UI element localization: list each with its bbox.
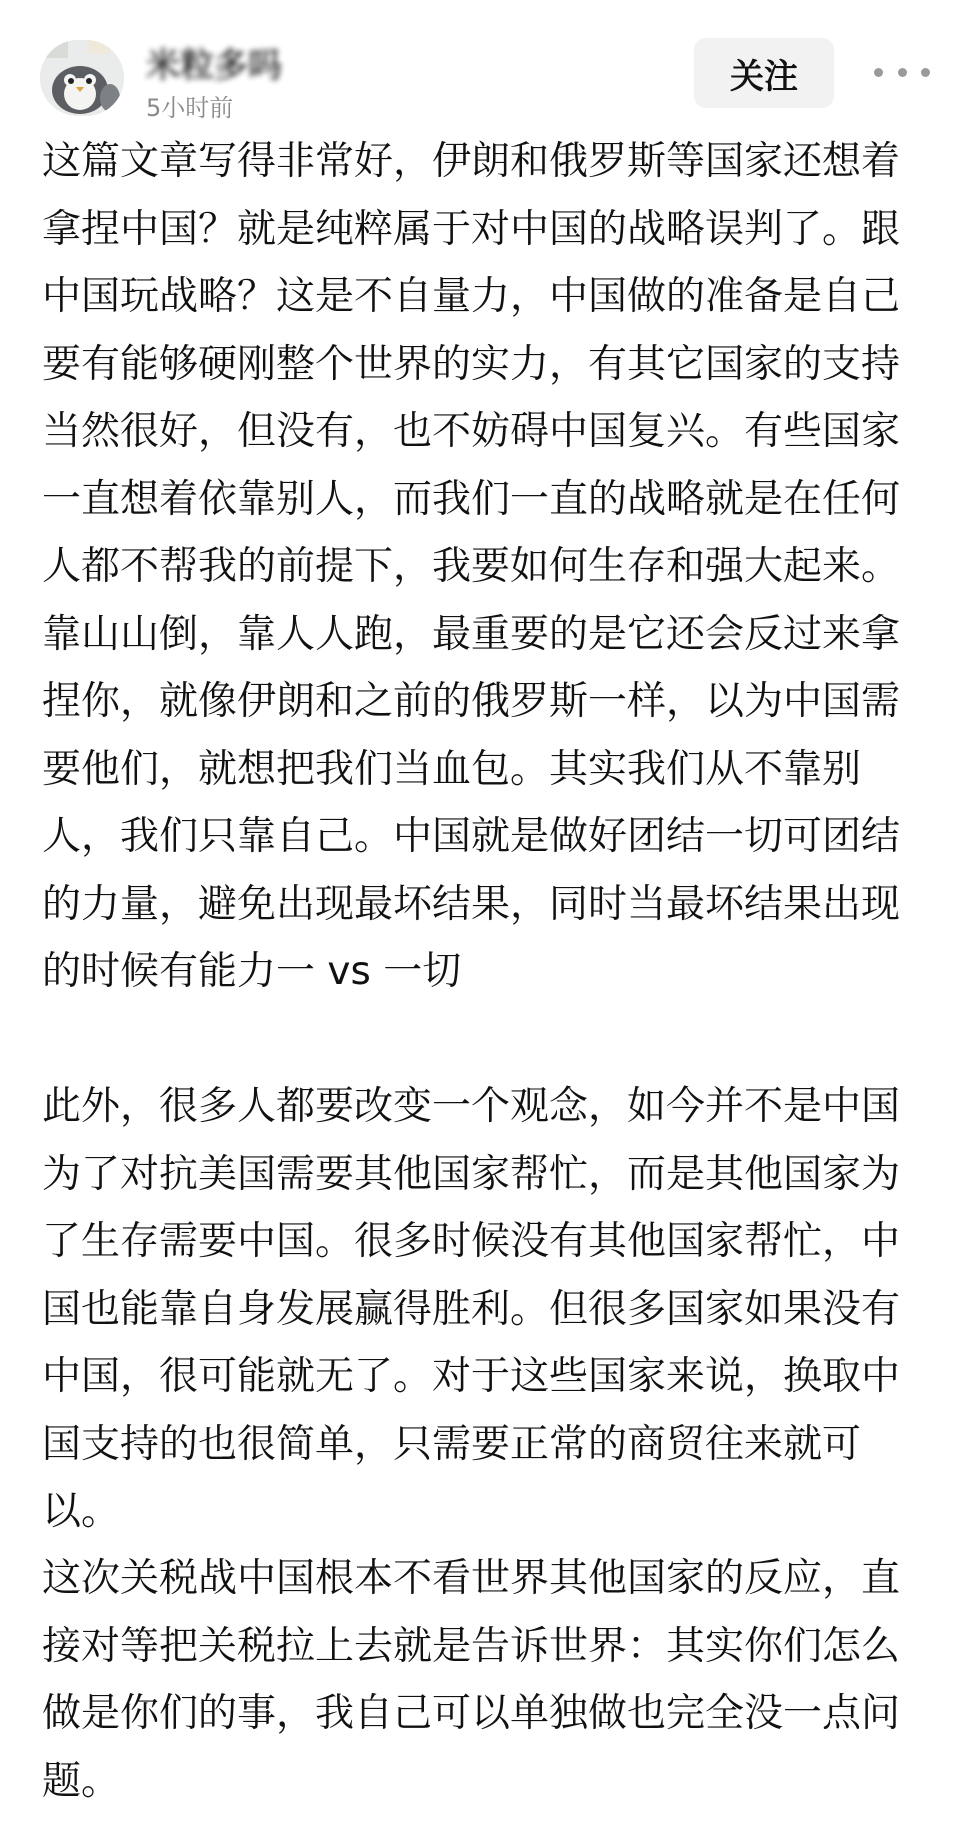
post-paragraph: 这篇文章写得非常好，伊朗和俄罗斯等国家还想着拿捏中国？就是纯粹属于对中国的战略误判了。跟中国玩战略？这是不自量力，中国做的准备是自己要有能够硬刚整个世界的实力，有其它国家的支持当然很好，但没有，也不妨碍中国复兴。有些国家一直想着依靠别人，而我们一直的战略就是在任何人都不帮我的前提下，我要如何生存和强大起来。靠山山倒，靠人人跑，最重要的是它还会反过来拿捏你，就像伊朗和之前的俄罗斯一样，以为中国需要他们，就想把我们当血包。其实我们从不靠别人，我们只靠自己。中国就是做好团结一切可团结的力量，避免出现最坏结果，同时当最坏结果出现的时候有能力一 vs 一切	[42, 139, 901, 994]
more-dot	[898, 68, 907, 77]
more-dot	[874, 68, 883, 77]
avatar[interactable]	[40, 40, 124, 116]
more-dot	[921, 68, 930, 77]
post-header	[0, 0, 960, 130]
post-paragraph: 此外，很多人都要改变一个观念，如今并不是中国为了对抗美国需要其他国家帮忙，而是其他国家为了生存需要中国。很多时候没有其他国家帮忙，中国也能靠自身发展赢得胜利。但很多国家如果没有中国，很可能就无了。对于这些国家来说，换取中国支持的也很简单，只需要正常的商贸往来就可以。	[42, 1084, 901, 1534]
post-time: 5小时前	[146, 94, 234, 122]
post-content	[42, 128, 902, 1815]
author-name[interactable]: 米粒多吗	[146, 46, 282, 86]
follow-button[interactable]: 关注	[694, 38, 834, 108]
user-info	[146, 36, 546, 122]
more-dots-icon[interactable]	[874, 54, 930, 90]
post-paragraph: 这次关税战中国根本不看世界其他国家的反应，直接对等把关税拉上去就是告诉世界：其实你们怎么做是你们的事，我自己可以单独做也完全没一点问题。	[42, 1556, 901, 1804]
penguin-avatar-icon	[40, 40, 124, 116]
